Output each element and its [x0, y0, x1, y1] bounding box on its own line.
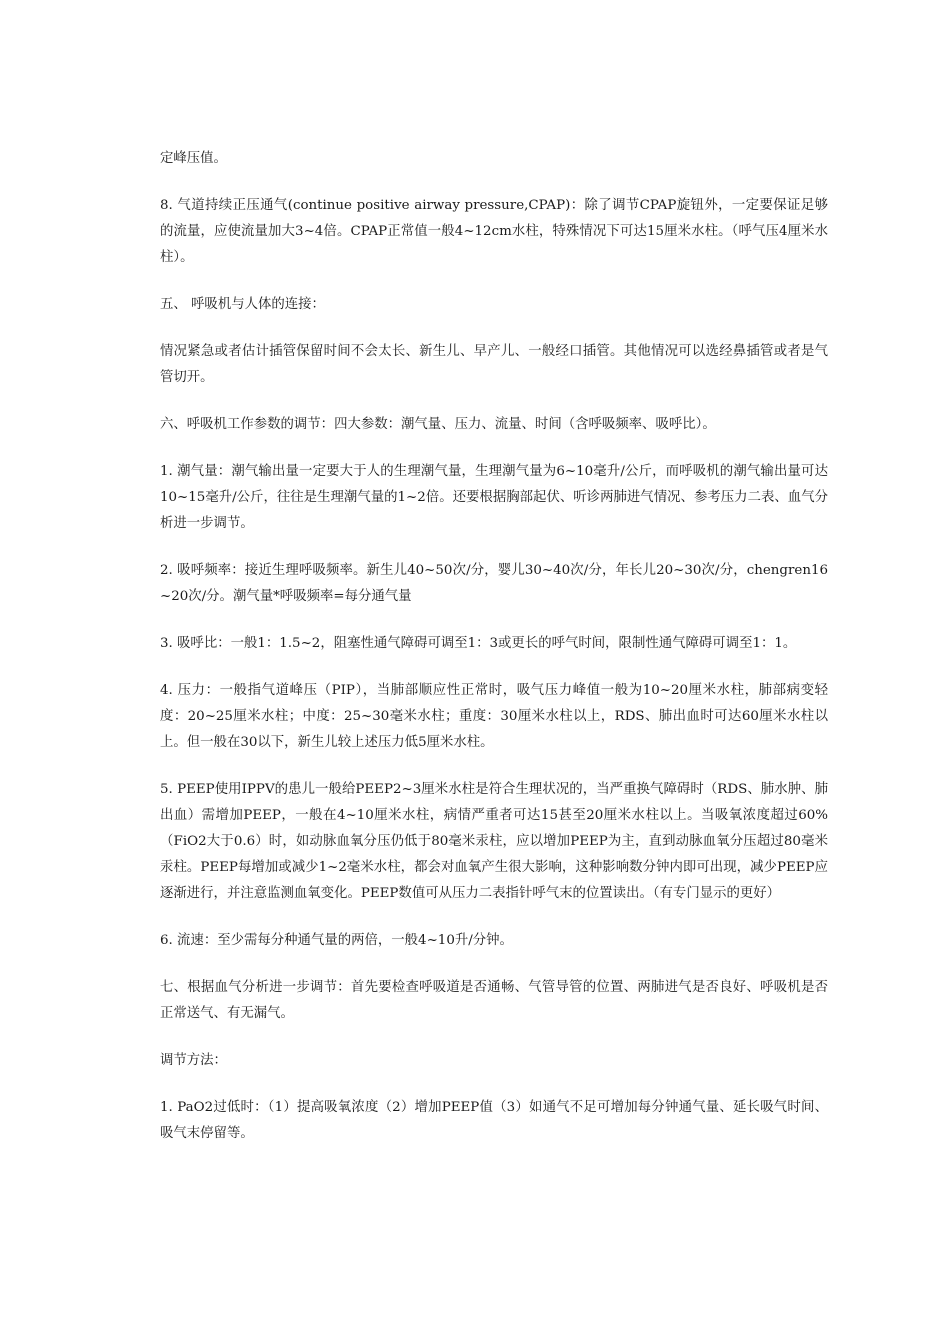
paragraph-low-pao2: 1. PaO2过低时：（1）提高吸氧浓度（2）增加PEEP值（3）如通气不足可增加每分钟通气量、延长吸气时间、吸气末停留等。 [160, 1100, 828, 1141]
section-heading-connection: 五、 呼吸机与人体的连接： [160, 297, 325, 312]
paragraph-tidal-volume: 1. 潮气量：潮气输出量一定要大于人的生理潮气量，生理潮气量为6~10毫升/公斤，而呼吸机的潮气输出量可达10~15毫升/公斤，往往是生理潮气量的1~2倍。还要根据胸部起伏、听诊两肺进气情况、参考压力二表、血气分析进一步调节。 [160, 464, 828, 531]
section-heading-blood-gas: 七、根据血气分析进一步调节：首先要检查呼吸道是否通畅、气管导管的位置、两肺进气是否良好、呼吸机是否正常送气、有无漏气。 [160, 980, 828, 1021]
paragraph-cpap: 8. 气道持续正压通气(continue positive airway pressure,CPAP)：除了调节CPAP旋钮外，一定要保证足够的流量，应使流量加大3~4倍。CPAP正常值一般4~12cm水柱，特殊情况下可达15厘米水柱。（呼气压4厘米水柱）。 [160, 198, 828, 265]
paragraph-peep: 5. PEEP使用IPPV的患儿一般给PEEP2~3厘米水柱是符合生理状况的，当严重换气障碍时（RDS、肺水肿、肺出血）需增加PEEP，一般在4~10厘米水柱，病情严重者可达15甚至20厘米水柱以上。当吸氧浓度超过60%（FiO2大于0.6）时，如动脉血氧分压仍低于80毫米汞柱，应以增加PEEP为主，直到动脉血氧分压超过80毫米汞柱。PEEP每增加或减少1~2毫米水柱，都会对血氧产生很大影响，这种影响数分钟内即可出现，减少PEEP应逐渐进行，并注意监测血氧变化。PEEP数值可从压力二表指针呼气末的位置读出。（有专门显示的更好） [160, 782, 828, 901]
paragraph-ie-ratio: 3. 吸呼比：一般1：1.5~2，阻塞性通气障碍可调至1：3或更长的呼气时间，限制性通气障碍可调至1：1。 [160, 636, 797, 651]
paragraph-pressure: 4. 压力：一般指气道峰压（PIP），当肺部顺应性正常时，吸气压力峰值一般为10~20厘米水柱，肺部病变轻度：20~25厘米水柱；中度：25~30毫米水柱；重度：30厘米水柱以上，RDS、肺出血时可达60厘米水柱以上。但一般在30以下，新生儿较上述压力低5厘米水柱。 [160, 683, 828, 750]
document-body [160, 146, 828, 1168]
paragraph-respiratory-rate: 2. 吸呼频率：接近生理呼吸频率。新生儿40~50次/分，婴儿30~40次/分，年长儿20~30次/分，chengren16~20次/分。潮气量*呼吸频率=每分通气量 [160, 563, 828, 604]
subheading-adjustment-method: 调节方法： [160, 1053, 227, 1068]
section-heading-parameters: 六、呼吸机工作参数的调节：四大参数：潮气量、压力、流量、时间（含呼吸频率、吸呼比）。 [160, 417, 716, 432]
paragraph-intubation: 情况紧急或者估计插管保留时间不会太长、新生儿、早产儿、一般经口插管。其他情况可以选经鼻插管或者是气管切开。 [160, 344, 828, 385]
paragraph-peak-pressure-end: 定峰压值。 [160, 151, 227, 166]
paragraph-flow-rate: 6. 流速：至少需每分种通气量的两倍，一般4~10升/分钟。 [160, 933, 513, 948]
